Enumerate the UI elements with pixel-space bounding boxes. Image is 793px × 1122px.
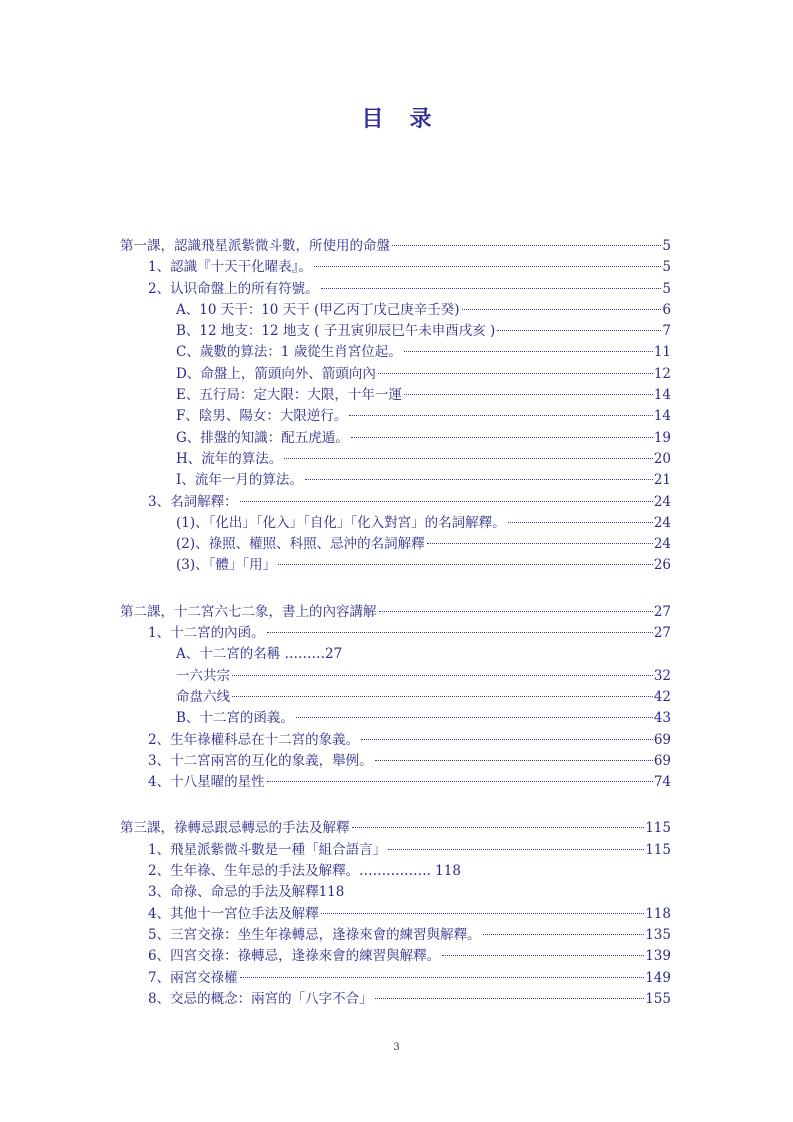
dot-leader <box>375 998 645 999</box>
toc-entry[interactable] <box>120 861 671 882</box>
toc-entry-label: 4、十八星曜的星性 <box>148 774 265 791</box>
toc-section <box>120 602 671 794</box>
dot-leader <box>379 611 653 612</box>
toc-entry-label: B、12 地支：12 地支 ( 子丑寅卯辰巳午未申酉戌亥 ) <box>176 323 496 340</box>
toc-entry-label: I、流年一月的算法。 <box>176 472 303 489</box>
toc-entry-page: 27 <box>653 625 671 642</box>
toc-entry[interactable] <box>120 555 671 576</box>
toc-entry-page: 11 <box>653 344 671 361</box>
dot-leader <box>375 760 653 761</box>
dot-leader <box>378 373 653 374</box>
dot-leader <box>240 501 653 502</box>
toc-entry[interactable] <box>120 428 671 449</box>
toc-entry[interactable] <box>120 623 671 644</box>
toc-entry-page: 155 <box>645 990 671 1007</box>
dot-leader <box>442 955 644 956</box>
toc-entry-label: B、十二宮的函義。 <box>176 710 294 727</box>
toc-entry[interactable] <box>120 236 671 257</box>
toc-entry[interactable] <box>120 751 671 772</box>
toc-entry-page: 26 <box>653 557 671 574</box>
toc-entry[interactable] <box>120 925 671 946</box>
toc-entry[interactable] <box>120 904 671 925</box>
toc-entry[interactable] <box>120 840 671 861</box>
dot-leader <box>232 696 653 697</box>
dot-leader <box>351 437 653 438</box>
dot-leader <box>361 739 653 740</box>
dot-leader <box>296 717 653 718</box>
dot-leader <box>497 330 661 331</box>
toc-entry-page: 21 <box>653 472 671 489</box>
dot-leader <box>240 977 645 978</box>
dot-leader <box>483 934 645 935</box>
toc-entry[interactable] <box>120 666 671 687</box>
toc-entry[interactable] <box>120 279 671 300</box>
toc-entry[interactable] <box>120 882 671 903</box>
toc-entry[interactable] <box>120 534 671 555</box>
toc-entry-label: D、命盤上，箭頭向外、箭頭向內 <box>176 365 376 382</box>
toc-entry-page: 24 <box>653 536 671 553</box>
toc-entry[interactable] <box>120 644 671 665</box>
toc-entry-page: 24 <box>653 514 671 531</box>
toc-entry-label: F、陰男、陽女：大限逆行。 <box>176 408 348 425</box>
toc-entry-page: 5 <box>662 280 671 297</box>
toc-entry[interactable] <box>120 470 671 491</box>
toc-entry-page: 115 <box>645 820 671 837</box>
dot-leader <box>267 632 653 633</box>
toc-entry[interactable] <box>120 385 671 406</box>
toc-entry-label: 5、三宮交祿：坐生年祿轉忌，逢祿來會的練習與解釋。 <box>148 926 481 943</box>
dot-leader <box>352 827 645 828</box>
toc-entry[interactable] <box>120 492 671 513</box>
toc-entry-page: 7 <box>662 323 671 340</box>
table-of-contents <box>120 236 671 1035</box>
toc-entry-page: 139 <box>645 948 671 965</box>
toc-entry[interactable] <box>120 300 671 321</box>
toc-entry-page: 118 <box>645 905 671 922</box>
toc-entry-page: 69 <box>653 752 671 769</box>
dot-leader <box>508 522 653 523</box>
toc-entry[interactable] <box>120 989 671 1010</box>
toc-entry-label: (3)、「體」「用」 <box>176 557 277 574</box>
toc-entry-page: 12 <box>653 365 671 382</box>
toc-entry-label: A、10 天干：10 天干 (甲乙丙丁戊己庚辛壬癸) <box>176 301 460 318</box>
toc-entry-label: 2、生年祿、生年忌的手法及解釋。……………. 118 <box>148 863 461 880</box>
toc-entry-label: C、歲數的算法：1 歲從生肖宮位起。 <box>176 344 402 361</box>
toc-entry-label: 3、十二宮兩宮的互化的象義，舉例。 <box>148 752 373 769</box>
toc-entry-label: (2)、祿照、權照、科照、忌沖的名詞解釋 <box>176 536 425 553</box>
toc-entry-page: 5 <box>662 238 671 254</box>
toc-entry-label: 4、其他十一宮位手法及解釋 <box>148 905 319 922</box>
toc-entry-page: 135 <box>645 926 671 943</box>
toc-entry-label: (1)、「化出」「化入」「自化」「化入對宮」的名詞解釋。 <box>176 514 506 531</box>
dot-leader <box>427 543 653 544</box>
dot-leader <box>314 266 662 267</box>
dot-leader <box>462 309 662 310</box>
toc-entry-label: 2、生年祿權科忌在十二宮的象義。 <box>148 731 360 748</box>
toc-entry-label: G、排盤的知識：配五虎遁。 <box>176 429 349 446</box>
page-title <box>0 102 793 133</box>
toc-entry-page: 5 <box>662 259 671 276</box>
toc-entry-page: 115 <box>645 841 671 858</box>
title-char-1: 目 <box>361 106 384 132</box>
dot-leader <box>305 479 653 480</box>
toc-entry-label: 第三課，祿轉忌跟忌轉忌的手法及解釋 <box>120 820 350 837</box>
toc-entry-page: 42 <box>653 688 671 705</box>
toc-entry[interactable] <box>120 449 671 470</box>
toc-section <box>120 236 671 577</box>
toc-entry[interactable] <box>120 687 671 708</box>
dot-leader <box>404 351 653 352</box>
toc-entry-page: 74 <box>653 774 671 791</box>
dot-leader <box>321 288 662 289</box>
toc-entry-page: 32 <box>653 667 671 684</box>
toc-entry[interactable] <box>120 946 671 967</box>
toc-entry-label: 1、認識『十天干化曜表』。 <box>148 259 312 276</box>
toc-entry[interactable] <box>120 730 671 751</box>
dot-leader <box>278 564 653 565</box>
toc-entry[interactable] <box>120 342 671 363</box>
toc-entry[interactable] <box>120 364 671 385</box>
toc-entry[interactable] <box>120 602 671 623</box>
toc-entry-page: 27 <box>653 603 671 620</box>
toc-entry-label: 2、认识命盤上的所有符號。 <box>148 280 319 297</box>
page-number: 3 <box>393 1042 400 1053</box>
toc-entry[interactable] <box>120 321 671 342</box>
title-char-2: 录 <box>409 106 432 132</box>
toc-entry-label: A、十二宮的名稱 ………27 <box>176 646 343 663</box>
dot-leader <box>388 849 644 850</box>
dot-leader <box>284 458 653 459</box>
toc-entry-label: 3、命祿、命忌的手法及解釋118 <box>148 884 345 901</box>
dot-leader <box>321 913 645 914</box>
toc-entry[interactable] <box>120 968 671 989</box>
toc-entry-label: E、五行局：定大限：大限，十年一運 <box>176 387 402 404</box>
toc-entry-label: 第二課，十二宮六七二象，書上的內容講解 <box>120 603 377 620</box>
toc-entry-page: 19 <box>653 429 671 446</box>
toc-entry[interactable] <box>120 513 671 534</box>
toc-entry-label: 6、四宮交祿：祿轉忌，逢祿來會的練習與解釋。 <box>148 948 441 965</box>
dot-leader <box>392 245 661 246</box>
toc-entry-label: 1、飛星派紫微斗數是一種「組合語言」 <box>148 841 387 858</box>
toc-entry-page: 24 <box>653 493 671 510</box>
toc-entry-page: 43 <box>653 710 671 727</box>
dot-leader <box>232 675 653 676</box>
toc-entry-page: 14 <box>653 408 671 425</box>
toc-section <box>120 818 671 1010</box>
toc-entry-page: 14 <box>653 387 671 404</box>
toc-entry-page: 6 <box>662 301 671 318</box>
toc-entry[interactable] <box>120 772 671 793</box>
toc-entry-label: 8、交忌的概念：兩宮的「八字不合」 <box>148 990 373 1007</box>
toc-entry-page: 20 <box>653 450 671 467</box>
toc-entry-label: 3、名詞解釋： <box>148 493 238 510</box>
toc-entry-label: 第一課，認識飛星派紫微斗數，所使用的命盤 <box>120 238 390 254</box>
dot-leader <box>267 781 653 782</box>
toc-entry[interactable] <box>120 257 671 278</box>
toc-entry-label: H、流年的算法。 <box>176 450 283 467</box>
dot-leader <box>349 415 652 416</box>
toc-entry-page: 69 <box>653 731 671 748</box>
toc-entry[interactable] <box>120 406 671 427</box>
toc-entry-label: 一六共宗 <box>176 667 230 684</box>
toc-entry[interactable] <box>120 708 671 729</box>
dot-leader <box>404 394 653 395</box>
toc-entry-label: 7、兩宮交祿權 <box>148 969 238 986</box>
toc-entry-label: 命盘六线 <box>176 688 230 705</box>
toc-entry[interactable] <box>120 818 671 839</box>
toc-entry-page: 149 <box>645 969 671 986</box>
toc-entry-label: 1、十二宮的內函。 <box>148 625 265 642</box>
